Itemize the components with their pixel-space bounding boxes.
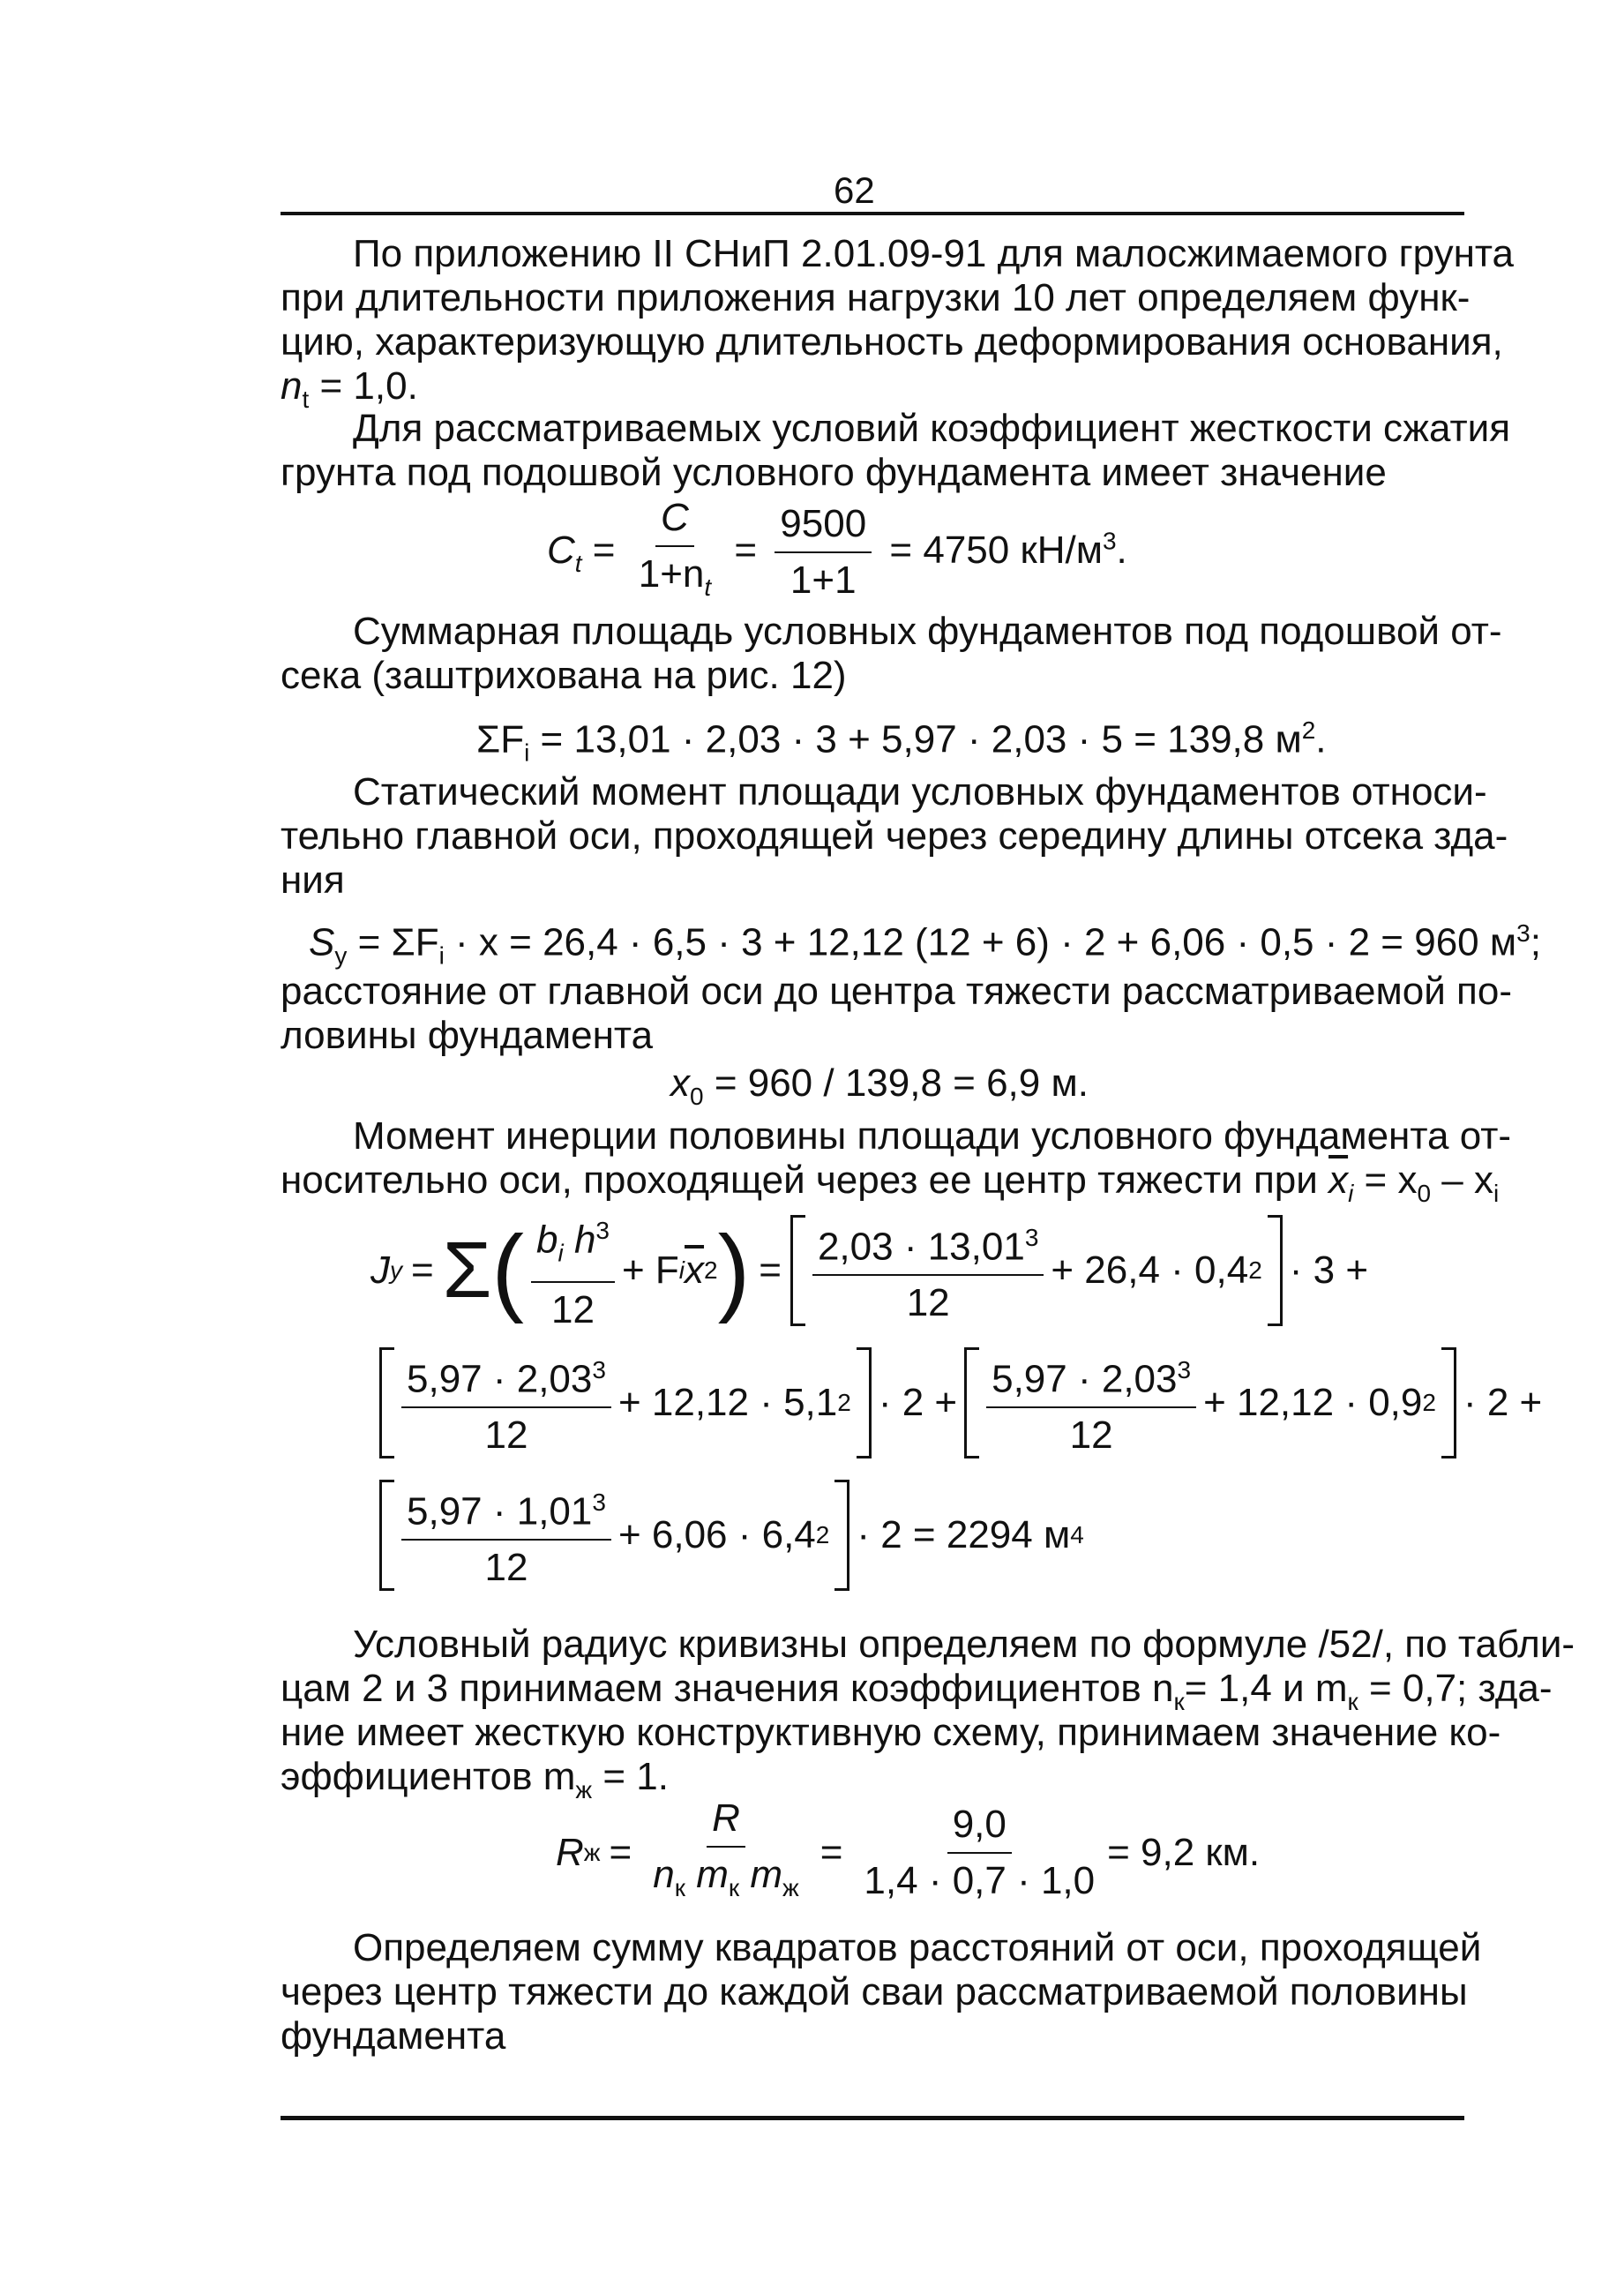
para2-line1: Для рассматриваемых условий коэффициент жесткости сжатия (353, 407, 1511, 450)
para8-line3: фундамента (281, 2014, 506, 2058)
para7-line2: цам 2 и 3 принимаем значения коэффициентов $n_к$ = 1,4 и $m_к = 0,7$; зда- (281, 1667, 1553, 1715)
para7-line1: Условный радиус кривизны определяем по формуле /52/, по табли- (353, 1623, 1575, 1666)
para5-line2: ловины фундамента (281, 1014, 654, 1057)
bottom-rule (281, 2116, 1464, 2120)
para1-line4: $n_t = 1,0$. (281, 364, 418, 413)
para4-line1: Статический момент площади условных фундаментов относи- (353, 770, 1487, 814)
para3-line1: Суммарная площадь условных фундаментов под подошвой от- (353, 610, 1502, 653)
para6-line2: носительно оси, проходящей через ее центр тяжести при $\overline{x}_i = x_0 - x_i$ (281, 1158, 1500, 1207)
para6-line1: Момент инерции половины площади условного фундамента от- (353, 1114, 1511, 1158)
equation-sy: $S_y = \Sigma F_i \cdot x = 26,4 \cdot 6,5 \cdot 3 + 12,12$ (12 + 6) · 2 + 6,06 · 0,5 · 2 = 960 $м^3$; (309, 919, 1541, 970)
para8-line1: Определяем сумму квадратов расстояний от оси, проходящей (353, 1926, 1482, 1969)
para1-line3: цию, характеризующую длительность деформирования основания, (281, 320, 1503, 364)
para7-line4: эффициентов $m_ж = 1$. (281, 1755, 669, 1803)
top-rule (281, 212, 1464, 215)
equation-x0: $x_0 = 960 / 139,8 = 6,9$ м. (670, 1061, 1089, 1110)
para1-line1: По приложению II СНиП 2.01.09-91 для малосжимаемого грунта (353, 232, 1515, 275)
equation-ct: $C_t$ = $\frac{C}{1+n_t}$ = $\frac{9500}{1+1}$ = 4750 $кН/м^3$. (547, 496, 1127, 603)
para1-line2: при длительности приложения нагрузки 10 лет определяем функ- (281, 276, 1471, 319)
equation-jy-line3: $\frac{5,97 \cdot 1,01^3}{12}$ + 6,06 · 6,4 2 · 2 = 2294 м 4 (379, 1473, 1084, 1597)
para5-line1: расстояние от главной оси до центра тяжести рассматриваемой по- (281, 970, 1512, 1013)
para3-line2: сека (заштрихована на рис. 12) (281, 654, 847, 697)
page-number: 62 (834, 169, 875, 211)
para2-line2: грунта под подошвой условного фундамента имеет значение (281, 451, 1387, 494)
para4-line2: тельно главной оси, проходящей через середину длины отсека зда- (281, 814, 1508, 858)
equation-jy-line2: $\frac{5,97 \cdot 2,03^3}{12}$ + 12,12 · 5,1 2 · 2 + $\frac{5,97 \cdot 2,03^3}{12}$ + 12,12 · 0,9 2 · 2 + (379, 1341, 1542, 1465)
para8-line2: через центр тяжести до каждой сваи рассматриваемой половины (281, 1970, 1468, 2013)
equation-sum-f: $\Sigma F_i = 13,01 \cdot 2,03 \cdot 3 + 5,97 \cdot 2,03 \cdot 5 = 139,8$ $м^2$. (476, 716, 1327, 767)
para7-line3: ние имеет жесткую конструктивную схему, принимаем значение ко- (281, 1711, 1501, 1754)
equation-jy-line1: J y = Σ ( $\frac{b_i h^3}{12}$ + F i $\overline{x}$ 2 ) = $\frac{2,03 \cdot 13,01^3}{12}$ + 26,4 · 0,4 2 · 3 + (370, 1209, 1368, 1332)
para4-line3: ния (281, 859, 345, 902)
equation-r: R ж = $\frac{R}{n_к m_к m_ж}$ = $\frac{9,0}{1,4 \cdot 0,7 \cdot 1,0}$ = 9,2 км. (556, 1796, 1261, 1902)
